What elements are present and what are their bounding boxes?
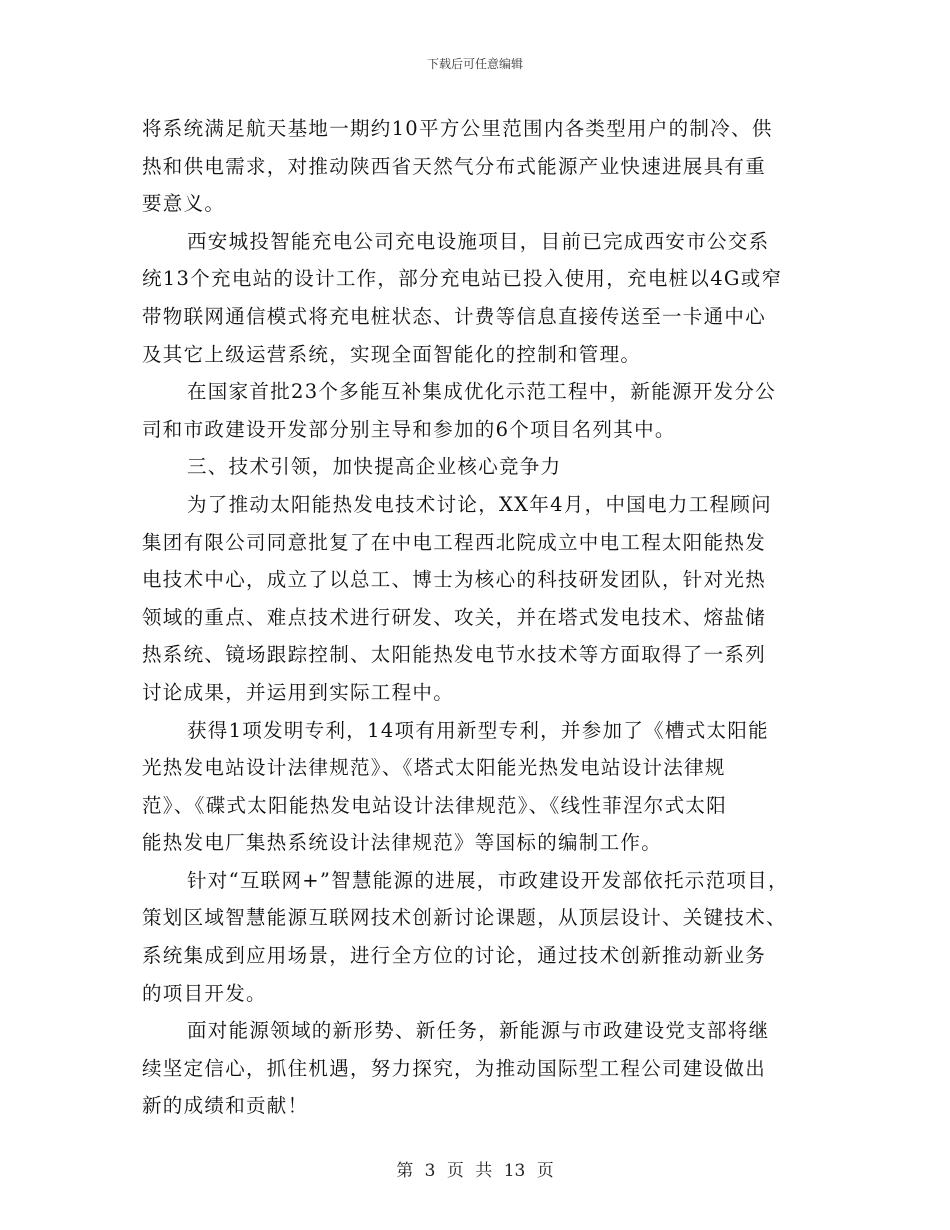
text-line: 光热发电站设计法律规范》、《塔式太阳能光热发电站设计法律规 — [142, 756, 726, 780]
page-header: 下载后可任意编辑 — [426, 57, 523, 71]
text-line: 讨论成果，并运用到实际工程中。 — [142, 680, 455, 704]
paragraph-first-line: 获得1项发明专利，14项有用新型专利，并参加了《槽式太阳能 — [187, 718, 769, 742]
text-line: 新的成绩和贡献！ — [142, 1094, 309, 1118]
paragraph-first-line: 西安城投智能充电公司充电设施项目，目前已完成西安市公交系 — [187, 229, 770, 253]
text-line: 热和供电需求，对推动陕西省天然气分布式能源产业快速进展具有重 — [142, 154, 767, 178]
text-line: 将系统满足航天基地一期约10平方公里范围内各类型用户的制冷、供 — [142, 117, 773, 140]
text-line: 集团有限公司同意批复了在中电工程西北院成立中电工程太阳能热发 — [142, 530, 767, 554]
paragraph-first-line: 为了推动太阳能热发电技术讨论，XX年4月，中国电力工程顾问 — [187, 492, 772, 516]
text-line: 策划区域智慧能源互联网技术创新讨论课题，从顶层设计、关键技术、 — [142, 906, 787, 930]
paragraph-first-line: 面对能源领域的新形势、新任务，新能源与市政建设党支部将继 — [187, 1019, 770, 1043]
text-line: 的项目开发。 — [142, 981, 267, 1005]
text-line: 电技术中心，成立了以总工、博士为核心的科技研发团队，针对光热 — [142, 568, 767, 592]
text-line: 领域的重点、难点技术进行研发、攻关，并在塔式发电技术、熔盐储 — [142, 605, 767, 629]
section-heading: 三、技术引领，加快提高企业核心竞争力 — [187, 455, 562, 479]
text-line: 及其它上级运营系统，实现全面智能化的控制和管理。 — [142, 342, 642, 366]
text-line: 司和市政建设开发部分别主导和参加的6个项目名列其中。 — [142, 417, 676, 441]
page-number-footer: 第 3 页 共 13 页 — [396, 1161, 554, 1181]
text-line: 带物联网通信模式将充电桩状态、计费等信息直接传送至一卡通中心 — [142, 304, 767, 328]
text-line: 统13个充电站的设计工作，部分充电站已投入使用，充电桩以4G或窄 — [142, 267, 783, 291]
text-line: 系统集成到应用场景，进行全方位的讨论，通过技术创新推动新业务 — [142, 944, 767, 968]
document-body — [142, 110, 822, 1125]
text-line: 热系统、镜场跟踪控制、太阳能热发电节水技术等方面取得了一系列 — [142, 643, 767, 667]
text-line: 要意义。 — [142, 192, 226, 216]
paragraph-first-line: 针对“互联网+”智慧能源的进展，市政建设开发部依托示范项目， — [187, 868, 789, 892]
text-line: 范》、《碟式太阳能热发电站设计法律规范》、《线性菲涅尔式太阳 — [142, 793, 728, 817]
text-line: 续坚定信心，抓住机遇，努力探究，为推动国际型工程公司建设做出 — [142, 1056, 767, 1080]
paragraph-first-line: 在国家首批23个多能互补集成优化示范工程中，新能源开发分公 — [187, 380, 777, 404]
text-line: 能热发电厂集热系统设计法律规范》等国标的编制工作。 — [142, 831, 663, 855]
